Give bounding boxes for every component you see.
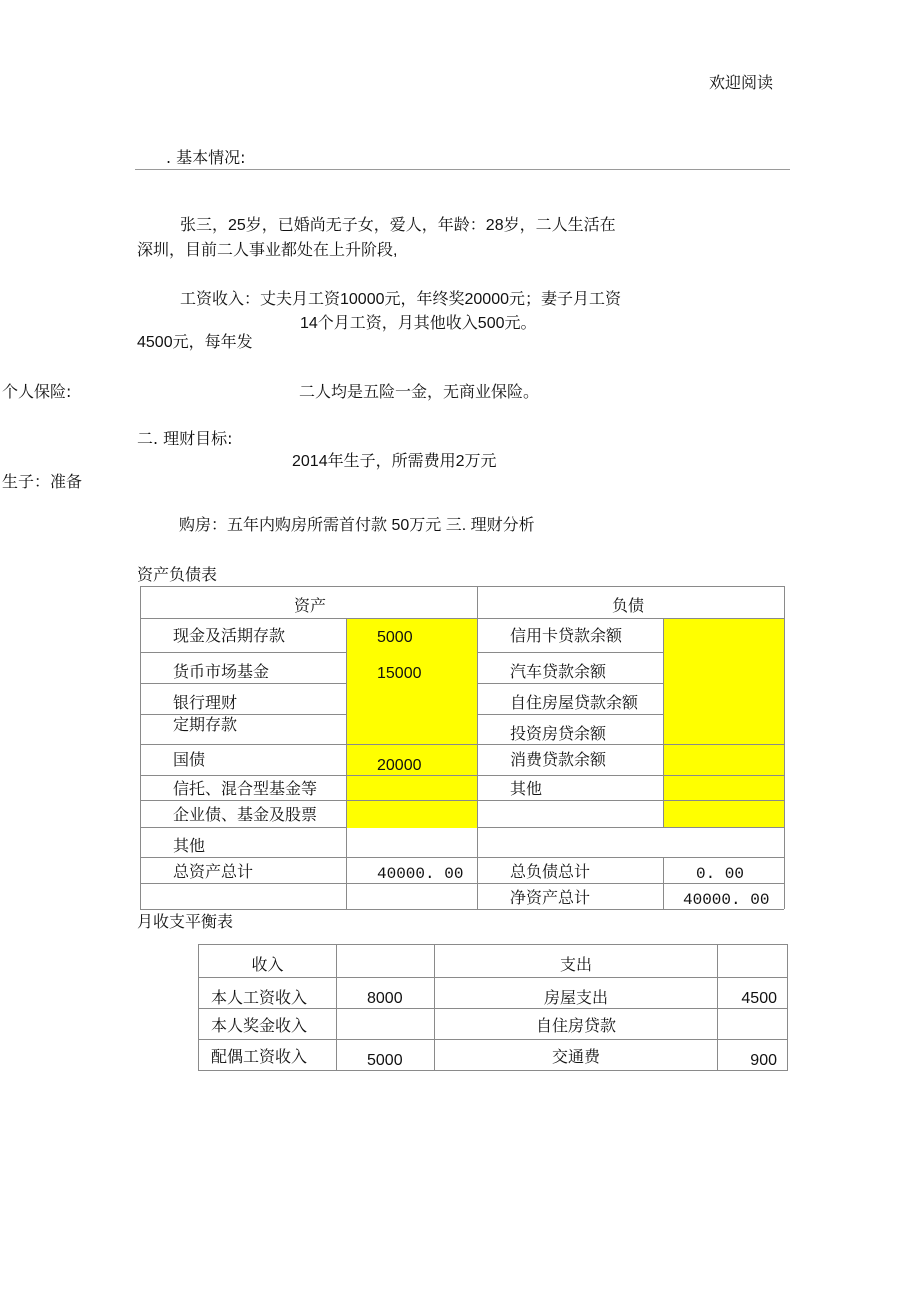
header-watermark: 欢迎阅读 [709, 73, 774, 92]
table-header-row [199, 945, 788, 978]
liabilities-header: 负债 [612, 596, 645, 615]
asset-label: 其他 [173, 836, 206, 855]
profile-paragraph-line2: 深圳，目前二人事业都处在上升阶段, [137, 242, 398, 259]
liability-label: 汽车贷款余额 [510, 662, 607, 681]
grid-line [346, 618, 347, 909]
net-assets-label: 净资产总计 [510, 888, 591, 907]
balance-sheet-table [140, 586, 784, 909]
goal-house-text: 购房：五年内购房所需首付款 50万元 三. 理财分析 [179, 517, 535, 534]
grid-line [477, 586, 478, 909]
liability-label: 自住房屋贷款余额 [510, 693, 639, 712]
grid-line [477, 714, 663, 715]
asset-label: 定期存款 [173, 715, 238, 734]
expense-value: 4500 [718, 978, 788, 1009]
income-value: 8000 [337, 978, 435, 1009]
table-row [199, 978, 788, 1009]
income-value-header [337, 945, 435, 978]
income-label: 本人奖金收入 [199, 1009, 337, 1040]
expense-value-header [718, 945, 788, 978]
income-header: 收入 [199, 945, 337, 978]
table-border-right [784, 586, 785, 909]
table-row [199, 1009, 788, 1040]
asset-label: 银行理财 [173, 693, 238, 712]
income-paragraph-line1: 工资收入：丈夫月工资10000元，年终奖20000元；妻子月工资 [180, 291, 621, 308]
income-value: 5000 [337, 1040, 435, 1071]
asset-label: 信托、混合型基金等 [173, 779, 318, 798]
income-label: 本人工资收入 [199, 978, 337, 1009]
grid-line [140, 827, 346, 828]
grid-line [663, 618, 664, 828]
asset-values-highlight [346, 618, 477, 828]
monthly-table-title: 月收支平衡表 [137, 912, 234, 931]
table-border-left [140, 586, 141, 909]
grid-line [477, 800, 784, 801]
total-assets-value: 40000. 00 [377, 865, 464, 883]
asset-value: 15000 [377, 665, 422, 682]
income-value [337, 1009, 435, 1040]
expense-value: 900 [718, 1040, 788, 1071]
grid-line [140, 618, 784, 619]
asset-label: 现金及活期存款 [173, 626, 286, 645]
section-divider [135, 169, 790, 170]
monthly-balance-table [198, 944, 788, 1071]
table-border-top [140, 586, 784, 587]
grid-line [140, 857, 784, 858]
net-assets-value: 40000. 00 [683, 891, 770, 909]
liability-label: 信用卡贷款余额 [510, 626, 623, 645]
grid-line [140, 714, 346, 715]
section-goals-title: 二. 理财目标: [137, 429, 233, 448]
table-row [199, 1040, 788, 1071]
expense-label: 交通费 [435, 1040, 718, 1071]
expense-label: 自住房贷款 [435, 1009, 718, 1040]
total-liabilities-value: 0. 00 [696, 865, 745, 883]
grid-line [140, 744, 477, 745]
grid-line [477, 827, 784, 828]
income-paragraph-line3: 4500元，每年发 [137, 334, 253, 351]
asset-value: 20000 [377, 757, 422, 774]
income-label: 配偶工资收入 [199, 1040, 337, 1071]
grid-line [140, 775, 477, 776]
insurance-label: 个人保险: [2, 382, 72, 401]
assets-header: 资产 [294, 596, 327, 615]
grid-line [477, 775, 784, 776]
goal-child-text: 2014年生子，所需费用2万元 [292, 453, 497, 470]
grid-line [477, 744, 784, 745]
liability-values-highlight [663, 618, 784, 827]
expense-header: 支出 [435, 945, 718, 978]
balance-sheet-title: 资产负债表 [137, 565, 218, 584]
grid-line [140, 800, 477, 801]
profile-paragraph-line1: 张三，25岁，已婚尚无子女，爱人，年龄：28岁，二人生活在 [180, 217, 616, 234]
liability-label: 消费贷款余额 [510, 750, 607, 769]
income-paragraph-line2: 14个月工资，月其他收入500元。 [300, 315, 537, 332]
goal-child-label: 生子：准备 [2, 472, 83, 491]
grid-line [140, 683, 346, 684]
liability-label: 其他 [510, 779, 543, 798]
grid-line [477, 683, 663, 684]
asset-label: 国债 [173, 750, 206, 769]
asset-label: 货币市场基金 [173, 662, 270, 681]
grid-line [477, 652, 663, 653]
expense-label: 房屋支出 [435, 978, 718, 1009]
total-assets-label: 总资产总计 [173, 862, 254, 881]
expense-value [718, 1009, 788, 1040]
asset-value: 5000 [377, 629, 413, 646]
section-basic-info-title: . 基本情况: [166, 148, 246, 167]
grid-line [140, 652, 346, 653]
insurance-text: 二人均是五险一金，无商业保险。 [299, 382, 540, 401]
total-liabilities-label: 总负债总计 [510, 862, 591, 881]
liability-label: 投资房贷余额 [510, 724, 607, 743]
asset-label: 企业债、基金及股票 [173, 805, 318, 824]
